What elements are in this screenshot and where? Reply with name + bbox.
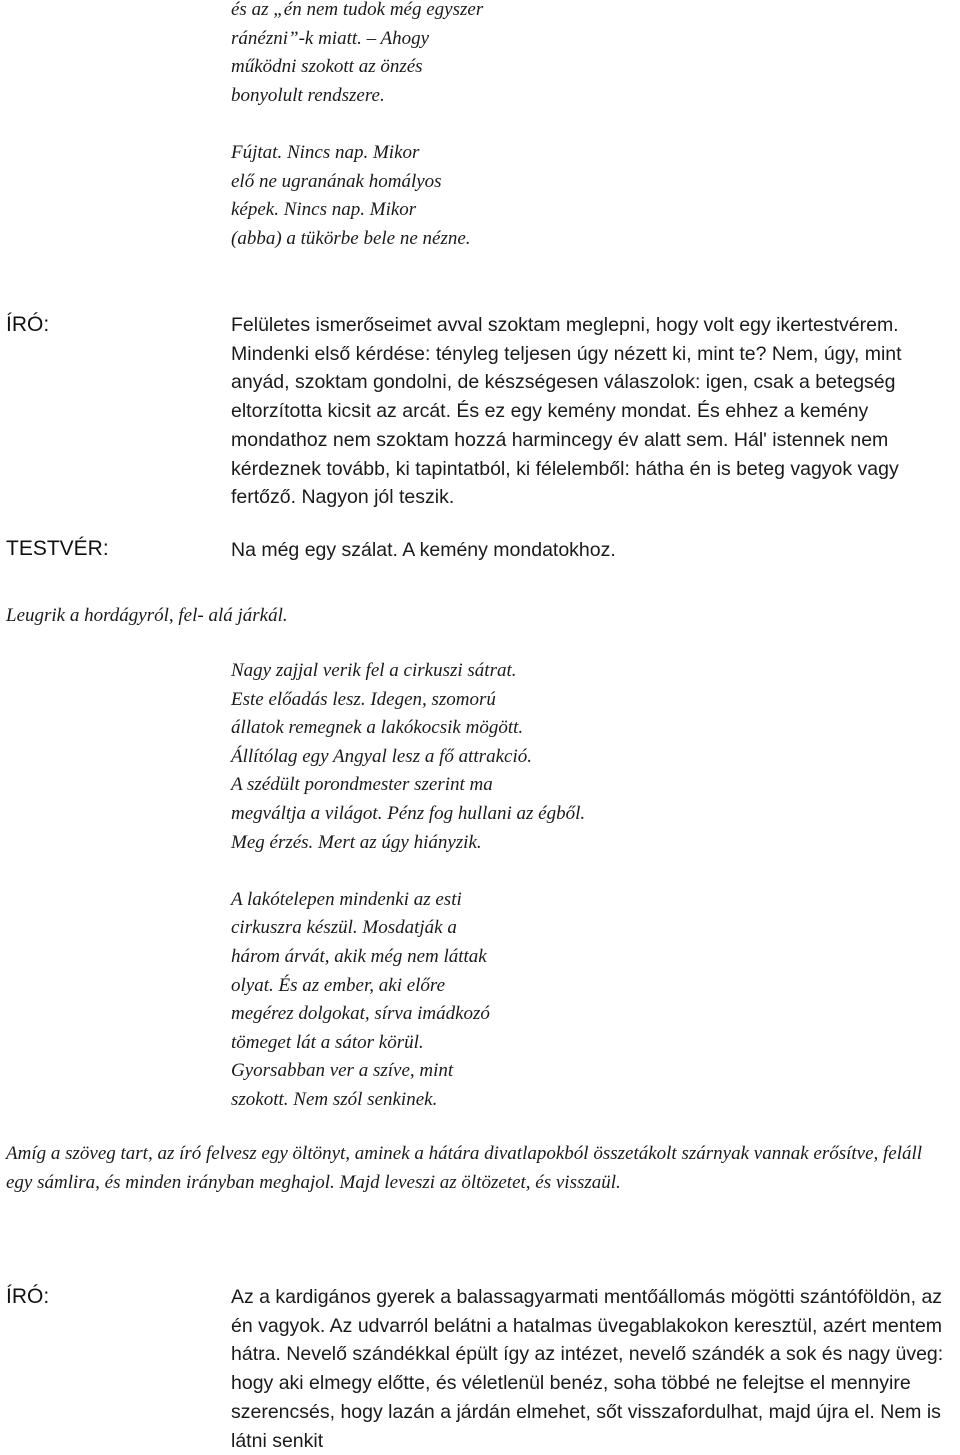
stage-direction-1: Leugrik a hordágyról, fel- alá járkál. xyxy=(6,605,288,626)
verse-block-top: és az „én nem tudok még egyszer ránézni”-k miatt. – Ahogy működni szokott az önzés bonyolult rendszere. Fújtat. Nincs nap. Mikor elő ne ugranának homályos képek. Nincs nap. Mikor (abba) a tükörbe bele ne nézne. xyxy=(231,0,484,249)
speaker-label-iro: ÍRÓ: xyxy=(6,313,50,336)
dialogue-iro-1: Felületes ismerőseimet avval szoktam meglepni, hogy volt egy ikertestvérem. Mindenki első kérdése: tényleg teljesen úgy nézett ki, mint te? Nem, úgy, mint anyád, szoktam gondolni, de készségesen válaszolok: igen, csak a betegség eltorzította kicsit az arcát. És ez egy kemény mondat. És ehhez a kemény mondathoz nem szoktam hozzá harmincegy év alatt sem. Hál' istennek nem kérdeznek tovább, ki tapintatból, ki félelemből: hátha én is beteg vagyok vagy fertőző. Nagyon jól teszik. xyxy=(231,314,902,509)
dialogue-testver: Na még egy szálat. A kemény mondatokhoz. xyxy=(231,539,616,561)
verse-block-circus: Nagy zajjal verik fel a cirkuszi sátrat. Este előadás lesz. Idegen, szomorú állatok remegnek a lakókocsik mögött. Állítólag egy Angyal lesz a fő attrakció. A szédült porondmester szerint ma megváltja a világot. Pénz fog hullani az égből. Meg érzés. Mert az úgy hiányzik. A lakótelepen mindenki az esti cirkuszra készül. Mosdatják a három árvát, akik még nem láttak olyat. És az ember, aki előre megérez dolgokat, sírva imádkozó tömeget lát a sátor körül. Gyorsabban ver a szíve, mint szokott. Nem szól senkinek. xyxy=(231,660,586,1110)
speaker-label-iro-2: ÍRÓ: xyxy=(6,1285,50,1308)
stage-direction-2: Amíg a szöveg tart, az író felvesz egy öltönyt, aminek a hátára divatlapokból összetákolt szárnyak vannak erősítve, feláll egy sámlira, és minden irányban meghajol. Majd leveszi az öltözetet, és visszaül. xyxy=(6,1143,923,1193)
speaker-label-testver: TESTVÉR: xyxy=(6,537,109,560)
dialogue-iro-2: Az a kardigános gyerek a balassagyarmati mentőállomás mögötti szántóföldön, az én vagyok. Az udvarról belátni a hatalmas üvegablakokon keresztül, azért mentem hátra. Nevelő szándékkal épült így az intézet, nevelő szándék a sok és nagy üveg: hogy aki elmegy előtte, és véletlenül benéz, soha többé ne felejtse el mennyire szerencsés, hogy lazán a járdán elmehet, sőt visszafordulhat, majd újra el. Nem is látni senkit xyxy=(231,1286,944,1452)
